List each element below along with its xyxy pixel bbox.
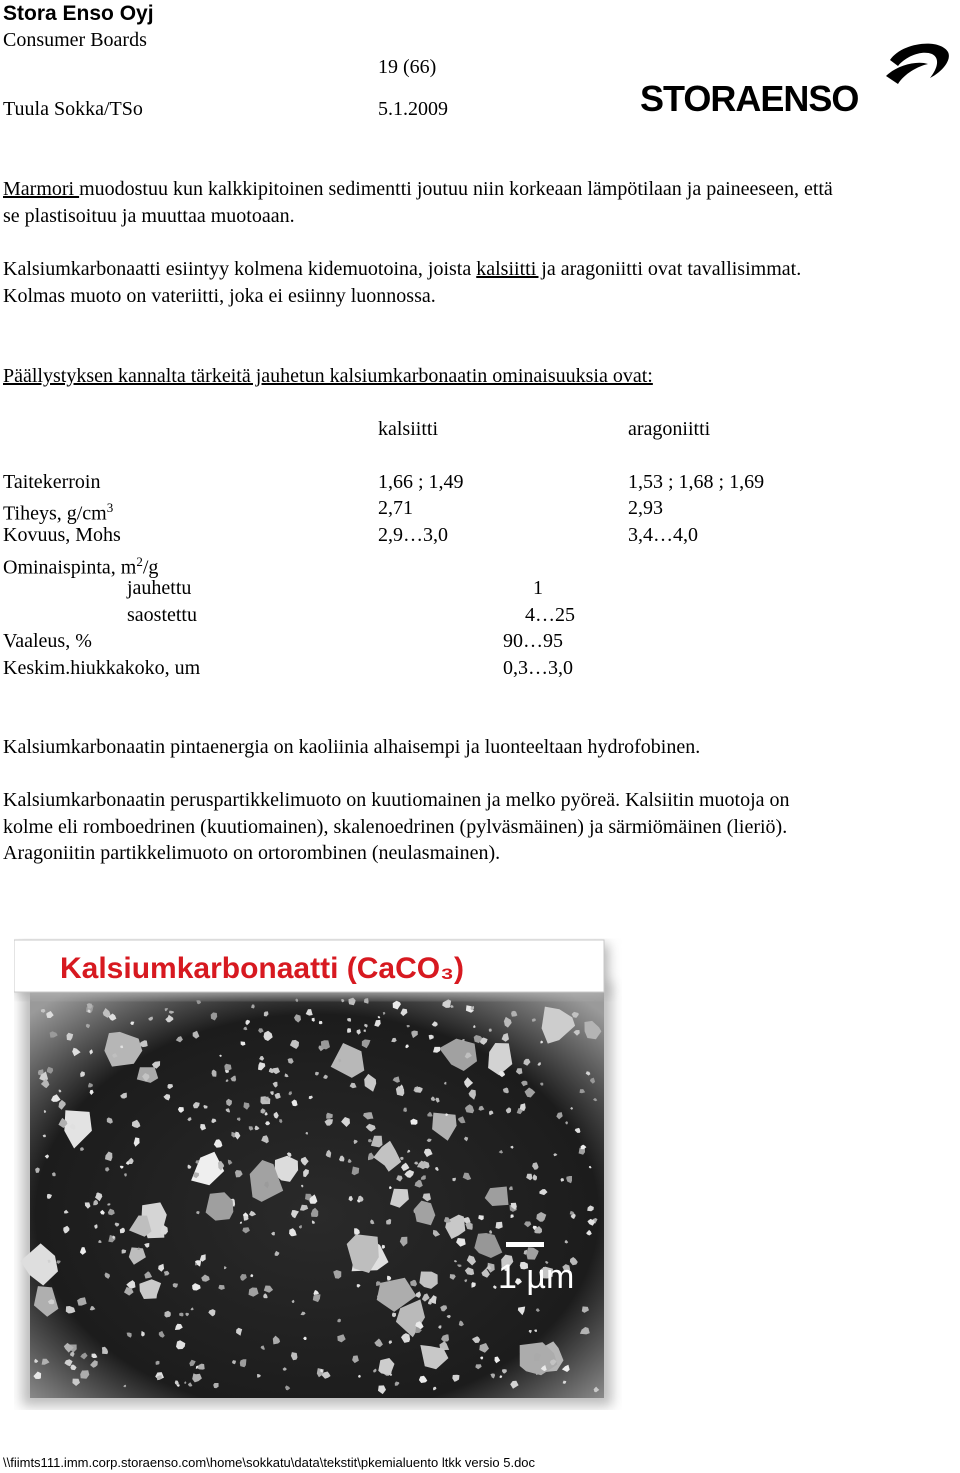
cell-calcite-refractive: 1,66 ; 1,49	[378, 471, 464, 493]
paragraph-particle-shape	[3, 787, 953, 867]
page-number: 19 (66)	[378, 56, 437, 78]
cell-precipitated-value: 4…25	[525, 604, 575, 626]
column-header-aragonite: aragoniitti	[628, 418, 711, 440]
cell-calcite-hardness: 2,9…3,0	[378, 524, 448, 546]
paragraph-text: Kalsiumkarbonaatti esiintyy kolmena kidemuotoina, joista	[3, 258, 477, 280]
particle	[347, 1028, 351, 1033]
cell-particle-size-value: 0,3…3,0	[503, 657, 573, 679]
cell-aragonite-refractive: 1,53 ; 1,68 ; 1,69	[628, 471, 765, 493]
figure-title: Kalsiumkarbonaatti (CaCO₃)	[60, 952, 464, 985]
row-label-particle-size: Keskim.hiukkakoko, um	[3, 657, 201, 679]
row-label-density: Tiheys, $g/cm^3$	[3, 500, 114, 525]
cell-calcite-density: 2,71	[378, 497, 413, 519]
paragraph-text: Kalsiumkarbonaatin peruspartikkelimuoto on kuutiomainen ja melko pyöreä. Kalsiitin muotoja on	[3, 789, 790, 811]
scale-label: 1 µm	[498, 1258, 575, 1296]
paragraph-text: kolme eli romboedrinen (kuutiomainen), skalenoedrinen (pylväsmäinen) ja särmiömäinen (lieriö).	[3, 815, 788, 838]
paragraph-crystal-forms	[3, 256, 953, 309]
paragraph-text: Kolmas muoto on vateriitti, joka ei esiinny luonnossa.	[3, 284, 436, 307]
column-header-calcite: kalsiitti	[378, 418, 438, 440]
paragraph-text: muodostuu kun kalkkipitoinen sedimentti joutuu niin korkeaan lämpötilaan ja paineeseen, että	[79, 178, 833, 200]
properties-heading: Päällystyksen kannalta tärkeitä jauhetun kalsiumkarbonaatin ominaisuuksia ovat:	[3, 365, 653, 387]
paragraph-marble	[3, 176, 953, 229]
paragraph-text: Aragoniitin partikkelimuoto on ortorombinen (neulasmainen).	[3, 842, 501, 864]
row-label-refractive-index: Taitekerroin	[3, 471, 101, 493]
cell-ground-value: 1	[533, 577, 543, 599]
sem-image	[14, 938, 622, 1410]
row-label-hardness: Kovuus, Mohs	[3, 524, 121, 546]
row-label-brightness: Vaaleus, %	[3, 630, 92, 652]
paragraph-surface-energy: Kalsiumkarbonaatin pintaenergia on kaoliinia alhaisempi ja luonteeltaan hydrofobinen.	[3, 736, 701, 758]
row-label-ground: jauhettu	[127, 577, 192, 599]
cell-brightness-value: 90…95	[503, 630, 563, 652]
particle	[224, 1064, 231, 1071]
paragraph-text: a aragoniitti ovat tavallisimmat.	[546, 258, 802, 280]
division-name: Consumer Boards	[3, 29, 147, 51]
logo-wordmark: STORAENSO	[640, 78, 859, 119]
marble-link[interactable]: Marmori	[3, 178, 80, 200]
author: Tuula Sokka/TSo	[3, 98, 143, 120]
calcite-link[interactable]: kalsiitti j	[476, 258, 547, 280]
paragraph-text: se plastisoituu ja muuttaa muotoaan.	[3, 204, 295, 227]
row-label-precipitated: saostettu	[127, 604, 197, 626]
cell-aragonite-density: 2,93	[628, 497, 663, 519]
cell-aragonite-hardness: 3,4…4,0	[628, 524, 698, 546]
footer-file-path: \\fiimts111.imm.corp.storaenso.com\home\sokkatu\data\tekstit\pkemialuento ltkk versio 5.doc	[3, 1455, 536, 1470]
scale-bar	[506, 1242, 544, 1247]
row-label-surface-area: Ominaispinta, $m^2/g$	[3, 554, 159, 579]
company-name: Stora Enso Oyj	[3, 2, 154, 25]
stora-enso-logo	[640, 38, 952, 122]
document-date: 5.1.2009	[378, 98, 448, 120]
sem-micrograph-figure	[14, 938, 622, 1410]
